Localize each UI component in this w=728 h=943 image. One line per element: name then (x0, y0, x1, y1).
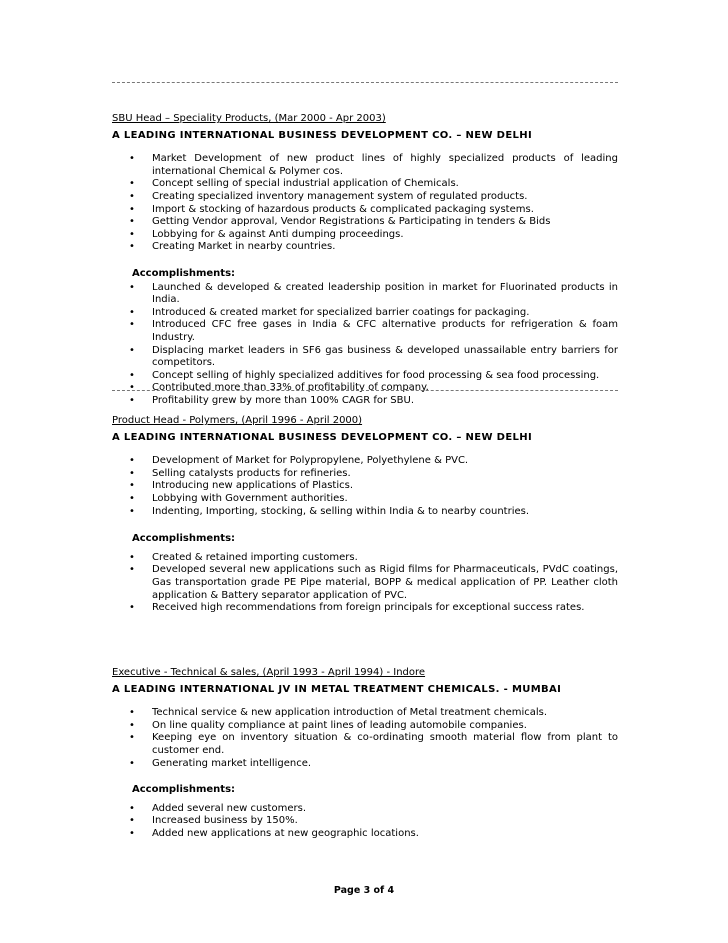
list-item: • Introducing new applications of Plastics. (129, 480, 353, 492)
job-section-executive (112, 667, 618, 841)
list-item: • Added several new customers. (129, 802, 306, 814)
list-item: • Introduced CFC free gases in India & CFC alternative products for refrigeration & foam Industry. (129, 319, 618, 343)
list-item: • Creating Market in nearby countries. (129, 241, 336, 253)
bullet-icon: • (129, 228, 135, 240)
bullet-icon: • (129, 602, 135, 614)
accomplishments-heading: Accomplishments: (132, 784, 236, 796)
bullet-icon: • (129, 551, 135, 563)
accomplishments-list (112, 282, 618, 408)
list-item: • Contributed more than 33% of profitability of company. (129, 382, 429, 394)
bullet-icon: • (129, 319, 135, 331)
bullet-icon: • (129, 707, 135, 719)
list-item: • Technical service & new application introduction of Metal treatment chemicals. (129, 707, 548, 719)
accomplishments-heading: Accomplishments: (132, 533, 236, 545)
bullet-icon: • (129, 827, 135, 839)
list-item: • Market Development of new product lines of highly specialized products of leading international Chemical & Polymer cos. (129, 153, 618, 177)
bullet-icon: • (129, 480, 135, 492)
list-item: • Keeping eye on inventory situation & co-ordinating smooth material flow from plant to customer end. (129, 732, 618, 756)
duties-list (112, 153, 618, 254)
dashed-divider (112, 390, 618, 391)
dashed-divider (112, 82, 618, 83)
list-item: • Profitability grew by more than 100% CAGR for SBU. (129, 394, 415, 406)
accomplishments-list (112, 803, 618, 841)
bullet-icon: • (129, 369, 135, 381)
bullet-icon: • (129, 815, 135, 827)
list-item: • Getting Vendor approval, Vendor Registrations & Participating in tenders & Bids (129, 216, 551, 228)
bullet-icon: • (129, 306, 135, 318)
duties-list (112, 455, 618, 518)
bullet-icon: • (129, 241, 135, 253)
bullet-icon: • (129, 394, 135, 406)
list-item: • Lobbying for & against Anti dumping proceedings. (129, 228, 404, 240)
job-section-sbu-head (112, 113, 618, 407)
bullet-icon: • (129, 564, 135, 576)
list-item: • Introduced & created market for specialized barrier coatings for packaging. (129, 306, 530, 318)
list-item: • Concept selling of special industrial application of Chemicals. (129, 178, 459, 190)
accomplishments-heading: Accomplishments: (132, 267, 236, 279)
bullet-icon: • (129, 505, 135, 517)
list-item: • Increased business by 150%. (129, 815, 298, 827)
bullet-icon: • (129, 190, 135, 202)
list-item: • Selling catalysts products for refineries. (129, 467, 351, 479)
job-section-product-head (112, 415, 618, 615)
list-item: • Import & stocking of hazardous products & complicated packaging systems. (129, 203, 534, 215)
bullet-icon: • (129, 344, 135, 356)
list-item: • On line quality compliance at paint lines of leading automobile companies. (129, 719, 527, 731)
list-item: • Launched & developed & created leadership position in market for Fluorinated products in India. (129, 281, 618, 306)
page-number: Page 3 of 4 (333, 885, 395, 896)
bullet-icon: • (129, 281, 135, 293)
role-title: SBU Head – Speciality Products, (Mar 2000 - Apr 2003) (112, 113, 386, 124)
accomplishments-list (112, 552, 618, 615)
bullet-icon: • (129, 732, 135, 744)
list-item: • Received high recommendations from foreign principals for exceptional success rates. (129, 602, 585, 614)
role-title: Product Head - Polymers, (April 1996 - April 2000) (112, 415, 363, 426)
bullet-icon: • (129, 719, 135, 731)
list-item: • Developed several new applications such as Rigid films for Pharmaceuticals, PVdC coatings, Gas transportation grade PE Pipe material, BOPP & medical application of PP. Leather cloth application & Battery separator application of PVC. (129, 564, 618, 601)
duties-list (112, 707, 618, 770)
bullet-icon: • (129, 455, 135, 467)
list-item: • Concept selling of highly specialized additives for food processing & sea food processing. (129, 369, 600, 381)
list-item: • Added new applications at new geographic locations. (129, 827, 419, 839)
bullet-icon: • (129, 492, 135, 504)
company-name: A LEADING INTERNATIONAL BUSINESS DEVELOPMENT CO. – NEW DELHI (112, 129, 533, 141)
bullet-icon: • (129, 467, 135, 479)
bullet-icon: • (129, 153, 135, 165)
role-title: Executive - Technical & sales, (April 1993 - April 1994) - Indore (112, 667, 426, 678)
company-name: A LEADING INTERNATIONAL JV IN METAL TREATMENT CHEMICALS. - MUMBAI (112, 683, 562, 695)
list-item: • Displacing market leaders in SF6 gas business & developed unassailable entry barriers for competitors. (129, 344, 618, 369)
bullet-icon: • (129, 757, 135, 769)
list-item: • Indenting, Importing, stocking, & selling within India & to nearby countries. (129, 505, 530, 517)
list-item: • Created & retained importing customers. (129, 551, 358, 563)
bullet-icon: • (129, 382, 135, 394)
list-item: • Development of Market for Polypropylene, Polyethylene & PVC. (129, 455, 469, 467)
bullet-icon: • (129, 203, 135, 215)
list-item: • Lobbying with Government authorities. (129, 492, 348, 504)
company-name: A LEADING INTERNATIONAL BUSINESS DEVELOPMENT CO. – NEW DELHI (112, 431, 533, 443)
bullet-icon: • (129, 178, 135, 190)
bullet-icon: • (129, 802, 135, 814)
bullet-icon: • (129, 216, 135, 228)
list-item: • Creating specialized inventory management system of regulated products. (129, 190, 528, 202)
list-item: • Generating market intelligence. (129, 757, 312, 769)
